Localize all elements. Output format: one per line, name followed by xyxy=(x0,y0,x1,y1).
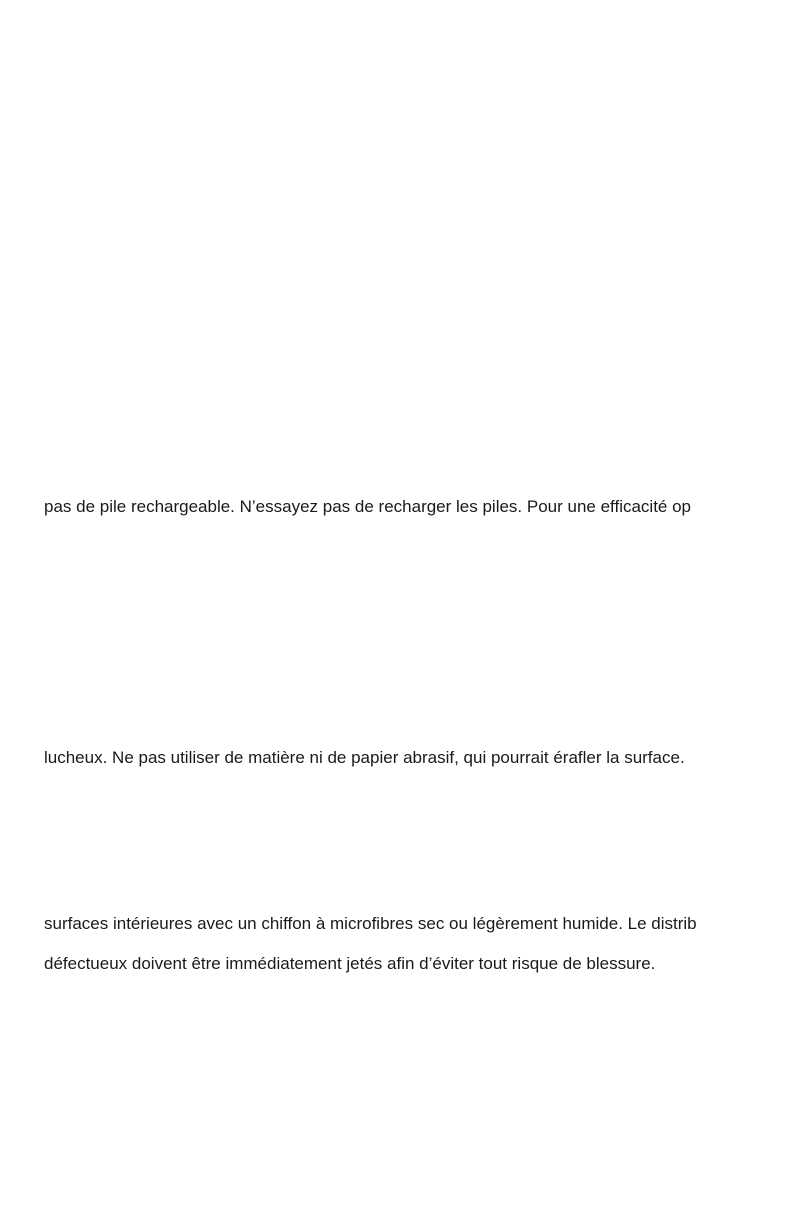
text-line: pas de pile rechargeable. N’essayez pas de recharger les piles. Pour une efficacité op xyxy=(44,497,692,516)
text-line: surfaces intérieures avec un chiffon à microfibres sec ou légèrement humide. Le distrib xyxy=(44,914,697,933)
text-line: défectueux doivent être immédiatement jetés afin d’éviter tout risque de blessure. xyxy=(44,954,656,973)
text-line: lucheux. Ne pas utiliser de matière ni de papier abrasif, qui pourrait érafler la surface. xyxy=(44,748,685,767)
